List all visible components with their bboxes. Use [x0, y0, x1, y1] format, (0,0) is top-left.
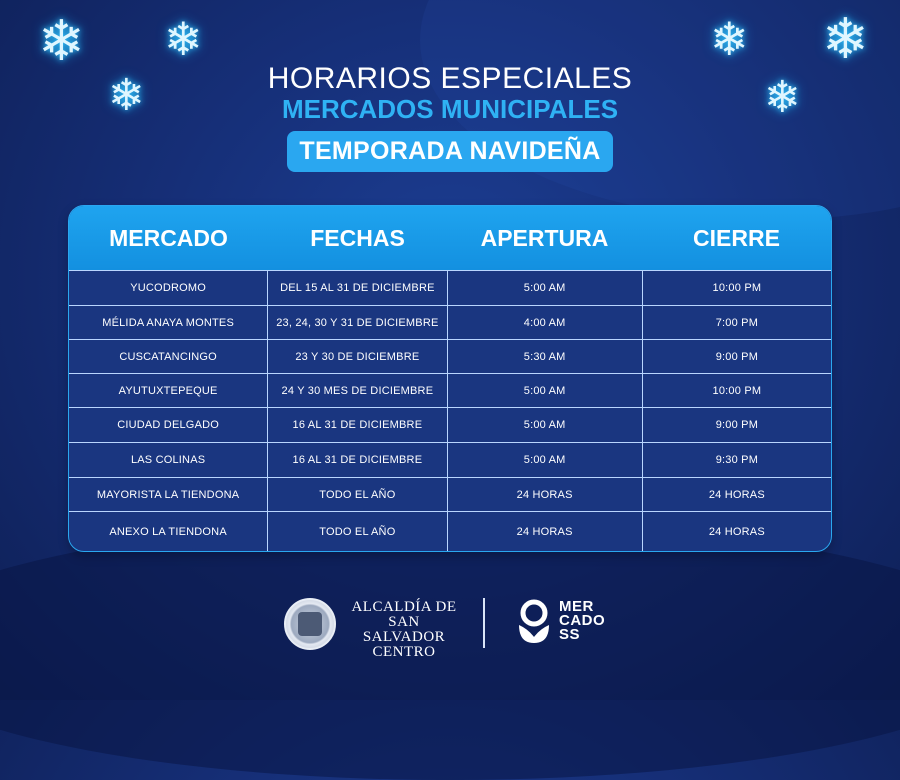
- header-cierre: CIERRE: [693, 224, 780, 251]
- cell-cierre: 10:00 PM: [642, 374, 831, 407]
- cell-fechas: TODO EL AÑO: [267, 512, 446, 552]
- table-header: [69, 206, 831, 270]
- cell-mercado: CIUDAD DELGADO: [117, 419, 220, 431]
- cell-apertura: 5:30 AM: [447, 340, 642, 373]
- cell-mercado: MÉLIDA ANAYA MONTES: [102, 316, 234, 329]
- snowflake-icon: ❄: [164, 12, 203, 66]
- table-body: [69, 270, 831, 552]
- table-row: [69, 373, 831, 407]
- cell-mercado: CUSCATANCINGO: [119, 350, 217, 363]
- cell-fechas: 16 AL 31 DE DICIEMBRE: [267, 408, 446, 442]
- cell-mercado: ANEXO LA TIENDONA: [109, 526, 227, 538]
- alcaldia-name: [346, 600, 462, 660]
- mercados-line-2: CADO: [559, 612, 606, 629]
- cell-apertura: 5:00 AM: [447, 374, 642, 407]
- title-badge: TEMPORADA NAVIDEÑA: [287, 131, 612, 172]
- snowflake-icon: ❄: [822, 7, 869, 72]
- cell-fechas: 24 Y 30 MES DE DICIEMBRE: [267, 374, 446, 407]
- cell-apertura: 4:00 AM: [447, 306, 642, 339]
- cell-apertura: 5:00 AM: [447, 443, 642, 477]
- cell-cierre: 24 HORAS: [642, 478, 831, 511]
- title-line-1: HORARIOS ESPECIALES: [267, 62, 633, 95]
- title-line-2: MERCADOS MUNICIPALES: [281, 94, 619, 124]
- footer-logos: [0, 598, 900, 658]
- alcaldia-line-2: SAN SALVADOR: [362, 614, 446, 645]
- cell-apertura: 5:00 AM: [447, 271, 642, 305]
- cell-cierre: 9:00 PM: [642, 340, 831, 373]
- cell-cierre: 9:30 PM: [642, 443, 831, 477]
- cell-apertura: 24 HORAS: [447, 478, 642, 511]
- header-fechas: FECHAS: [310, 224, 405, 251]
- alcaldia-seal-icon: [284, 598, 336, 650]
- table-row: [69, 511, 831, 552]
- cell-apertura: 24 HORAS: [447, 512, 642, 552]
- table-row: [69, 442, 831, 477]
- title-block: [0, 62, 900, 172]
- mercados-logo-icon: [516, 599, 552, 645]
- header-mercado: MERCADO: [109, 224, 228, 251]
- snowflake-icon: ❄: [764, 72, 801, 123]
- cell-cierre: 24 HORAS: [642, 512, 831, 552]
- cell-fechas: 23 Y 30 DE DICIEMBRE: [267, 340, 446, 373]
- cell-fechas: 16 AL 31 DE DICIEMBRE: [267, 443, 446, 477]
- cell-mercado: MAYORISTA LA TIENDONA: [96, 488, 240, 501]
- schedule-table: [68, 205, 832, 552]
- alcaldia-line-3: CENTRO: [372, 644, 436, 660]
- snowflake-icon: ❄: [710, 12, 749, 66]
- logo-divider: [483, 598, 485, 648]
- table-row: [69, 305, 831, 339]
- mercados-line-1: MER: [559, 598, 594, 615]
- cell-mercado: YUCODROMO: [130, 282, 206, 294]
- mercados-wordmark: [559, 600, 605, 642]
- alcaldia-line-1: ALCALDÍA DE: [351, 599, 457, 615]
- snowflake-icon: ❄: [38, 9, 85, 74]
- cell-fechas: DEL 15 AL 31 DE DICIEMBRE: [267, 271, 446, 305]
- mercados-line-3: SS: [559, 626, 581, 643]
- cell-apertura: 5:00 AM: [447, 408, 642, 442]
- cell-fechas: 23, 24, 30 Y 31 DE DICIEMBRE: [267, 306, 446, 339]
- cell-fechas: TODO EL AÑO: [267, 478, 446, 511]
- table-row: [69, 477, 831, 511]
- table-row: [69, 339, 831, 373]
- cell-cierre: 9:00 PM: [642, 408, 831, 442]
- cell-cierre: 7:00 PM: [642, 306, 831, 339]
- cell-cierre: 10:00 PM: [642, 271, 831, 305]
- cell-mercado: AYUTUXTEPEQUE: [118, 384, 218, 397]
- snowflake-icon: ❄: [108, 70, 145, 121]
- header-apertura: APERTURA: [480, 224, 609, 251]
- cell-mercado: LAS COLINAS: [130, 454, 206, 466]
- table-row: [69, 407, 831, 442]
- table-row: [69, 270, 831, 305]
